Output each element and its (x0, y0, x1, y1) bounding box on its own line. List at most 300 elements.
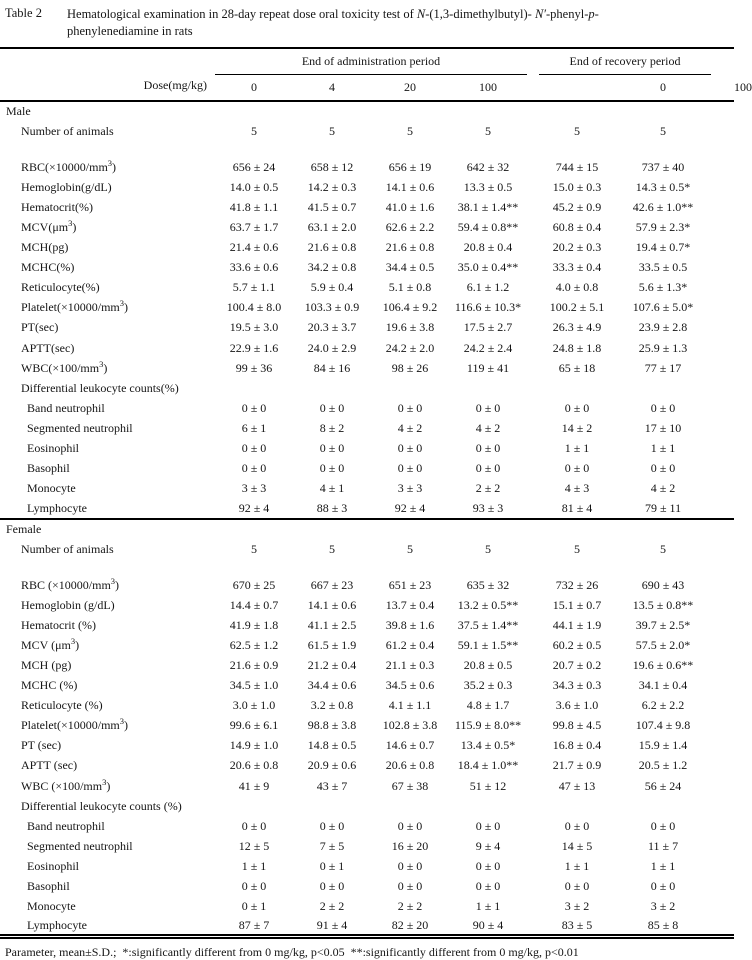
table-row (0, 197, 734, 217)
cell-value: 87 ± 7 (238, 917, 270, 932)
cell-value: 0 ± 0 (650, 400, 676, 415)
dose-gap (539, 74, 615, 101)
cell-value: 0 ± 1 (241, 899, 267, 914)
column-gap (527, 655, 539, 675)
cell-value: 17 ± 10 (644, 420, 682, 435)
row-pad (711, 358, 734, 378)
cell-value: 119 ± 41 (466, 360, 510, 375)
cell-value: 15.0 ± 0.3 (552, 179, 602, 194)
column-gap (527, 338, 539, 358)
cell-value: 5 (407, 123, 413, 138)
cell-value: 11 ± 7 (647, 838, 679, 853)
table-title-line-2: phenylenediamine in rats (67, 23, 193, 38)
cell-value: 34.3 ± 0.3 (552, 678, 602, 693)
column-gap (527, 595, 539, 615)
column-gap (527, 479, 539, 499)
row-pad (711, 318, 734, 338)
row-pad (711, 756, 734, 776)
cell-value: 15.1 ± 0.7 (552, 597, 602, 612)
table-row (0, 157, 734, 177)
cell-value: 116.6 ± 10.3* (454, 300, 522, 315)
title-italic-segment: N′ (534, 7, 547, 21)
cell-value: 41.0 ± 1.6 (385, 199, 435, 214)
row-pad (711, 439, 734, 459)
row-label: Eosinophil (27, 441, 80, 456)
cell-value: 98 ± 26 (391, 360, 429, 375)
cell-value: 63.7 ± 1.7 (229, 220, 279, 235)
cell-value: 3 ± 3 (397, 481, 423, 496)
cell-value: 0 ± 0 (475, 858, 501, 873)
row-label: Differential leukocyte counts (%) (21, 798, 182, 813)
superscript: 3 (119, 716, 125, 727)
superscript: 3 (70, 635, 76, 646)
cell-value: 5 (251, 541, 257, 556)
cell-value: 6.1 ± 1.2 (466, 280, 510, 295)
column-gap (527, 615, 539, 635)
cell-value: 5.7 ± 1.1 (232, 280, 276, 295)
cell-value: 106.4 ± 9.2 (382, 300, 438, 315)
cell-value: 15.9 ± 1.4 (638, 738, 688, 753)
row-label: MCV $(\mu m^3)$ (21, 635, 80, 652)
column-gap (527, 876, 539, 896)
table-row (0, 278, 734, 298)
cell-value: 0 ± 0 (564, 818, 590, 833)
column-gap (527, 121, 539, 141)
cell-value: 37.5 ± 1.4** (457, 617, 519, 632)
row-pad (711, 776, 734, 796)
cell-value: 100.2 ± 5.1 (549, 300, 605, 315)
cell-value: 0 ± 0 (319, 441, 345, 456)
cell-value: 2 ± 2 (475, 481, 501, 496)
row-pad (711, 121, 734, 141)
table-row (0, 575, 734, 595)
cell-value: 20.5 ± 1.2 (638, 758, 688, 773)
cell-value: 5.1 ± 0.8 (388, 280, 432, 295)
cell-value: 43 ± 7 (316, 778, 348, 793)
dose-values-row: 0 4 20 100 0 100 (0, 74, 734, 101)
cell-value: 0 ± 0 (241, 461, 267, 476)
cell-value: 84 ± 16 (313, 360, 351, 375)
cell-value: 107.6 ± 5.0* (632, 300, 694, 315)
cell-value: 34.5 ± 1.0 (229, 678, 279, 693)
cell-value: 5 (660, 541, 666, 556)
table-row (0, 756, 734, 776)
cell-value: 14.8 ± 0.5 (307, 738, 357, 753)
cell-value: 21.4 ± 0.6 (229, 240, 279, 255)
title-text-segment: - (594, 7, 599, 21)
cell-value: 60.8 ± 0.4 (552, 220, 602, 235)
cell-value: 42.6 ± 1.0** (632, 199, 694, 214)
row-pad (711, 716, 734, 736)
cell-value: 107.4 ± 9.8 (635, 718, 691, 733)
table-row (0, 177, 734, 197)
row-label: MCH(pg) (21, 240, 69, 255)
cell-value: 3 ± 3 (241, 481, 267, 496)
table-row (0, 318, 734, 338)
cell-value: 90 ± 4 (472, 917, 504, 932)
row-label: PT (sec) (21, 738, 62, 753)
cell-value: 39.8 ± 1.6 (385, 617, 435, 632)
cell-value: 3.2 ± 0.8 (310, 698, 354, 713)
cell-value: 14.1 ± 0.6 (385, 179, 435, 194)
cell-value: 24.2 ± 2.4 (463, 340, 513, 355)
cell-value: 20.7 ± 0.2 (552, 657, 602, 672)
cell-value: 34.2 ± 0.8 (307, 260, 357, 275)
cell-value: 1 ± 1 (564, 858, 590, 873)
cell-value: 63.1 ± 2.0 (307, 220, 357, 235)
table-row (0, 776, 734, 796)
admin-dose-value: 100 (479, 79, 497, 94)
cell-value: 81 ± 4 (561, 500, 593, 515)
column-gap (527, 358, 539, 378)
cell-value: 5 (660, 123, 666, 138)
cell-value: 57.9 ± 2.3* (635, 220, 691, 235)
column-gap (527, 856, 539, 876)
row-label: WBC $(\times 100/mm^3)$ (21, 776, 111, 793)
cell-value: 6 ± 1 (241, 420, 267, 435)
row-label: Number of animals (21, 541, 114, 556)
row-label: APTT(sec) (21, 340, 75, 355)
cell-value: 737 ± 40 (641, 159, 685, 174)
cell-value: 22.9 ± 1.6 (229, 340, 279, 355)
cell-value: 21.6 ± 0.8 (307, 240, 357, 255)
row-pad (711, 736, 734, 756)
cell-value: 5.9 ± 0.4 (310, 280, 354, 295)
cell-value: 0 ± 0 (241, 400, 267, 415)
cell-value: 24.8 ± 1.8 (552, 340, 602, 355)
column-gap (527, 318, 539, 338)
cell-value: 56 ± 24 (644, 778, 682, 793)
table-row (0, 298, 734, 318)
row-label: Monocyte (27, 481, 76, 496)
cell-value: 18.4 ± 1.0** (457, 758, 519, 773)
cell-value: 34.4 ± 0.6 (307, 678, 357, 693)
cell-value: 0 ± 0 (650, 461, 676, 476)
row-pad (711, 499, 734, 519)
table-row (0, 876, 734, 896)
column-gap (527, 539, 539, 559)
cell-value: 14.6 ± 0.7 (385, 738, 435, 753)
cell-value: 67 ± 38 (391, 778, 429, 793)
cell-value: 4.0 ± 0.8 (555, 280, 599, 295)
cell-value: 635 ± 32 (466, 577, 510, 592)
row-label: Basophil (27, 879, 70, 894)
cell-value: 13.5 ± 0.8** (632, 597, 694, 612)
cell-value: 77 ± 17 (644, 360, 682, 375)
cell-value: 20.3 ± 3.7 (307, 320, 357, 335)
row-label: Reticulocyte(%) (21, 280, 100, 295)
cell-value: 0 ± 0 (241, 818, 267, 833)
table-row (0, 615, 734, 635)
row-label: $MCV(\mu m^3)$ (21, 218, 77, 235)
cell-value: 13.4 ± 0.5* (460, 738, 516, 753)
row-pad (711, 217, 734, 237)
row-pad (711, 856, 734, 876)
cell-value: 20.9 ± 0.6 (307, 758, 357, 773)
title-italic-segment: p (588, 7, 595, 21)
row-label: $Platelet(\times 10000/mm^3)$ (21, 298, 129, 315)
table-row (0, 378, 734, 398)
cell-value: 44.1 ± 1.9 (552, 617, 602, 632)
cell-value: 45.2 ± 0.9 (552, 199, 602, 214)
cell-value: 5 (407, 541, 413, 556)
cell-value: 4 ± 2 (650, 481, 676, 496)
row-pad (711, 615, 734, 635)
column-gap (527, 917, 539, 937)
row-label: $Platelet(\times 10000/mm^3)$ (21, 716, 129, 733)
table-row (0, 499, 734, 519)
cell-value: 41.5 ± 0.7 (307, 199, 357, 214)
cell-value: 5.6 ± 1.3* (638, 280, 688, 295)
section-title-row (0, 101, 734, 121)
title-text-segment: -(1,3-dimethylbutyl)- (425, 7, 535, 21)
cell-value: 5 (485, 123, 491, 138)
cell-value: 656 ± 19 (388, 159, 432, 174)
cell-value: 65 ± 18 (558, 360, 596, 375)
cell-value: 0 ± 0 (650, 818, 676, 833)
section-label: Female (6, 521, 42, 536)
group-header-row (0, 48, 734, 74)
superscript: 3 (102, 776, 107, 787)
row-pad (711, 298, 734, 318)
cell-value: 33.3 ± 0.4 (552, 260, 602, 275)
table-number: Table 2 (5, 6, 42, 20)
row-label: Band neutrophil (27, 400, 105, 415)
superscript: 3 (99, 358, 104, 369)
column-gap (527, 157, 539, 177)
cell-value: 690 ± 43 (641, 577, 685, 592)
row-label: Monocyte (27, 899, 76, 914)
cell-value: 33.5 ± 0.5 (638, 260, 688, 275)
hematology-table (0, 47, 752, 939)
admin-dose-value: 0 (251, 79, 257, 94)
row-label: MCHC(%) (21, 260, 75, 275)
cell-value: 5 (485, 541, 491, 556)
row-label: Differential leukocyte counts(%) (21, 380, 179, 395)
cell-value: 23.9 ± 2.8 (638, 320, 688, 335)
column-gap (527, 575, 539, 595)
cell-value: 0 ± 0 (475, 400, 501, 415)
cell-value: 99.6 ± 6.1 (229, 718, 279, 733)
cell-value: 33.6 ± 0.6 (229, 260, 279, 275)
cell-value: 651 ± 23 (388, 577, 432, 592)
cell-value: 0 ± 0 (397, 818, 423, 833)
cell-value: 5 (251, 123, 257, 138)
table-row (0, 856, 734, 876)
cell-value: 35.0 ± 0.4** (457, 260, 519, 275)
cell-value: 47 ± 13 (558, 778, 596, 793)
table-row (0, 418, 734, 438)
cell-value: 60.2 ± 0.5 (552, 637, 602, 652)
row-label: Hematocrit(%) (21, 199, 93, 214)
row-label: Lymphocyte (27, 500, 87, 515)
cell-value: 14 ± 5 (561, 838, 593, 853)
row-pad (711, 197, 734, 217)
column-gap (527, 635, 539, 655)
cell-value: 14.1 ± 0.6 (307, 597, 357, 612)
cell-value: 35.2 ± 0.3 (463, 678, 513, 693)
cell-value: 2 ± 2 (319, 899, 345, 914)
cell-value: 0 ± 0 (564, 461, 590, 476)
cell-value: 16 ± 20 (391, 838, 429, 853)
row-label: Hemoglobin (g/dL) (21, 597, 115, 612)
table-row (0, 358, 734, 378)
table-row (0, 696, 734, 716)
column-gap (527, 816, 539, 836)
superscript: 3 (119, 298, 125, 309)
row-pad (711, 816, 734, 836)
cell-value: 667 ± 23 (310, 577, 354, 592)
cell-value: 62.5 ± 1.2 (229, 637, 279, 652)
cell-value: 25.9 ± 1.3 (638, 340, 688, 355)
row-pad (711, 595, 734, 615)
column-gap (527, 258, 539, 278)
cell-value: 8 ± 2 (319, 420, 345, 435)
recovery-dose-value: 0 (660, 79, 666, 94)
cell-value: 19.6 ± 3.8 (385, 320, 435, 335)
cell-value: 4.1 ± 1.1 (388, 698, 432, 713)
cell-value: 41.1 ± 2.5 (307, 617, 357, 632)
cell-value: 2 ± 2 (397, 899, 423, 914)
cell-value: 92 ± 4 (238, 500, 270, 515)
cell-value: 1 ± 1 (475, 899, 501, 914)
table-row (0, 736, 734, 756)
cell-value: 0 ± 0 (475, 441, 501, 456)
cell-value: 0 ± 0 (397, 858, 423, 873)
row-pad (711, 836, 734, 856)
row-label: APTT (sec) (21, 758, 78, 773)
row-label: Segmented neutrophil (27, 838, 133, 853)
cell-value: 0 ± 0 (319, 879, 345, 894)
cell-value: 85 ± 8 (647, 917, 679, 932)
dose-unit-label: Dose(mg/kg) (143, 78, 207, 92)
column-gap (527, 298, 539, 318)
cell-value: 21.6 ± 0.9 (229, 657, 279, 672)
column-gap (527, 217, 539, 237)
cell-value: 88 ± 3 (316, 500, 348, 515)
right-pad (711, 48, 734, 101)
column-gap (527, 418, 539, 438)
cell-value: 100.4 ± 8.0 (226, 300, 282, 315)
row-label: Basophil (27, 461, 70, 476)
row-pad (711, 338, 734, 358)
row-pad (711, 398, 734, 418)
table-caption (0, 0, 734, 47)
group-gap (527, 48, 539, 101)
cell-value: 0 ± 0 (650, 879, 676, 894)
cell-value: 20.8 ± 0.4 (463, 240, 513, 255)
cell-value: 91 ± 4 (316, 917, 348, 932)
cell-value: 62.6 ± 2.2 (385, 220, 435, 235)
row-label: Band neutrophil (27, 818, 105, 833)
row-label: RBC $(\times 10000/mm^3)$ (21, 575, 120, 592)
cell-value: 14.9 ± 1.0 (229, 738, 279, 753)
cell-value: 20.8 ± 0.5 (463, 657, 513, 672)
table-row (0, 917, 734, 937)
row-pad (711, 238, 734, 258)
row-pad (711, 676, 734, 696)
table-header (0, 48, 752, 101)
row-label: Eosinophil (27, 858, 80, 873)
spacer-row (0, 141, 734, 157)
table-row (0, 836, 734, 856)
row-pad (711, 539, 734, 559)
cell-value: 21.7 ± 0.9 (552, 758, 602, 773)
cell-value: 0 ± 0 (475, 818, 501, 833)
cell-value: 3 ± 2 (564, 899, 590, 914)
row-label: Number of animals (21, 123, 114, 138)
row-label: $RBC(\times 10000/mm^3)$ (21, 157, 117, 174)
section-female (0, 519, 734, 937)
cell-value: 26.3 ± 4.9 (552, 320, 602, 335)
row-pad (711, 696, 734, 716)
cell-value: 83 ± 5 (561, 917, 593, 932)
cell-value: 0 ± 0 (397, 441, 423, 456)
row-pad (711, 479, 734, 499)
table-title (67, 6, 722, 39)
section-title-row (0, 519, 734, 539)
title-italic-segment: N (416, 7, 426, 21)
column-gap (527, 459, 539, 479)
row-pad (711, 635, 734, 655)
admin-period-header: End of administration period (215, 48, 527, 74)
row-pad (711, 418, 734, 438)
column-gap (527, 197, 539, 217)
cell-value: 13.7 ± 0.4 (385, 597, 435, 612)
row-pad (711, 258, 734, 278)
cell-value: 3.0 ± 1.0 (232, 698, 276, 713)
cell-value: 0 ± 0 (397, 461, 423, 476)
cell-value: 4.8 ± 1.7 (466, 698, 510, 713)
row-pad (711, 459, 734, 479)
cell-value: 658 ± 12 (310, 159, 354, 174)
row-pad (711, 655, 734, 675)
table-row (0, 217, 734, 237)
admin-dose-value: 4 (329, 79, 335, 94)
row-label: Lymphocyte (27, 917, 87, 932)
cell-value: 41 ± 9 (238, 778, 270, 793)
cell-value: 0 ± 0 (564, 879, 590, 894)
cell-value: 19.6 ± 0.6** (632, 657, 694, 672)
row-label: $WBC(\times 100/mm^3)$ (21, 358, 108, 375)
cell-value: 0 ± 1 (319, 858, 345, 873)
cell-value: 38.1 ± 1.4** (457, 199, 519, 214)
row-label: Hemoglobin(g/dL) (21, 179, 112, 194)
cell-value: 1 ± 1 (564, 441, 590, 456)
row-label: MCHC (%) (21, 678, 78, 693)
cell-value: 12 ± 5 (238, 838, 270, 853)
row-label: Segmented neutrophil (27, 420, 133, 435)
cell-value: 82 ± 20 (391, 917, 429, 932)
cell-value: 0 ± 0 (319, 818, 345, 833)
row-label: MCH (pg) (21, 657, 72, 672)
column-gap (527, 756, 539, 776)
cell-value: 3 ± 2 (650, 899, 676, 914)
cell-value: 41.8 ± 1.1 (229, 199, 279, 214)
cell-value: 34.5 ± 0.6 (385, 678, 435, 693)
column-gap (527, 776, 539, 796)
cell-value: 7 ± 5 (319, 838, 345, 853)
cell-value: 1 ± 1 (650, 441, 676, 456)
cell-value: 1 ± 1 (650, 858, 676, 873)
cell-value: 59.1 ± 1.5** (457, 637, 519, 652)
cell-value: 20.6 ± 0.8 (229, 758, 279, 773)
table-row (0, 479, 734, 499)
cell-value: 19.5 ± 3.0 (229, 320, 279, 335)
column-gap (527, 897, 539, 917)
column-gap (527, 736, 539, 756)
cell-value: 79 ± 11 (644, 500, 682, 515)
